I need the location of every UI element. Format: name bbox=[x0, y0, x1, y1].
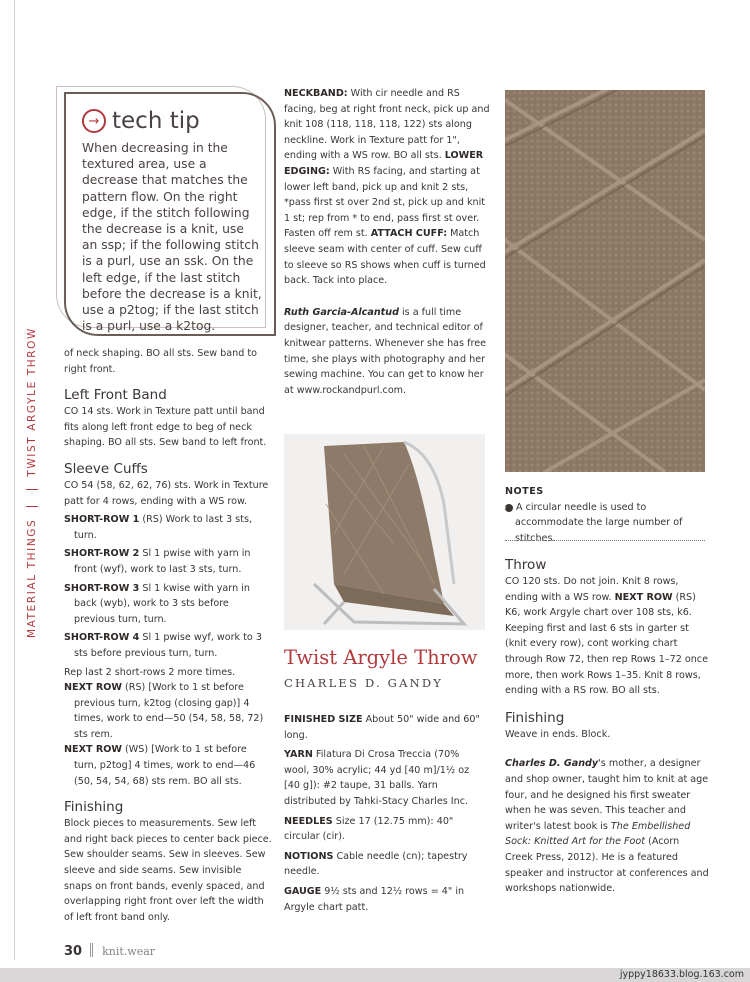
materials-list bbox=[284, 712, 486, 915]
throw-section bbox=[505, 556, 710, 897]
repeat-instruction: Rep last 2 short-rows 2 more times. bbox=[64, 666, 236, 678]
throw-instructions: CO 120 sts. Do not join. Knit 8 rows, ending with a WS row. NEXT ROW (RS) K6, work Argyle chart over 108 sts, k6. Keeping first and last 6 sts in garter st (knit every row), cont working chart through Row 72, then rep Rows 1–72 once more, then work Rows 1–35. Knit 8 rows, ending with a RS row. BO all sts. bbox=[505, 576, 708, 697]
neckband-paragraph: NECKBAND: With cir needle and RS facing, beg at right front neck, pick up and knit 108 (118, 118, 118, 122) sts along neckline. Work in Texture patt for 1", ending with a WS row. BO all sts. LOWER EDGING: With RS facing, and starting at lower left band, pick up and knit 2 sts, *pass first st over 2nd st, pick up and knit 1 st; rep from * to end, pass first st over. Fasten off rem st. ATTACH CUFF: Match sleeve seam with center of cuff. Sew cuff to sleeve so RS shows when cuff is turned back. Tack into place. bbox=[284, 88, 490, 287]
short-row-1: SHORT-ROW 1 (RS) Work to last 3 sts, turn. bbox=[64, 514, 252, 541]
page-footer bbox=[64, 942, 155, 961]
side-divider bbox=[26, 506, 38, 507]
notes-heading: NOTES bbox=[505, 486, 544, 497]
sleeve-cuffs-text: CO 54 (58, 62, 62, 76) sts. Work in Texture patt for 4 rows, ending with a WS row. bbox=[64, 479, 269, 507]
arrow-right-icon: → bbox=[82, 109, 106, 133]
side-running-head bbox=[18, 318, 48, 638]
neck-shaping-continued: of neck shaping. BO all sts. Sew band to right front. bbox=[64, 348, 257, 375]
next-row-ws: NEXT ROW (WS) [Work to 1 st before turn, p2tog] 4 times, work to end—46 (50, 54, 54, 68) sts rem. BO all sts. bbox=[64, 744, 256, 787]
column-middle bbox=[284, 86, 492, 398]
side-section-label: MATERIAL THINGS bbox=[26, 518, 38, 638]
short-row-3: SHORT-ROW 3 Sl 1 kwise with yarn in back (wyb), work to 3 sts before previous turn, turn. bbox=[64, 582, 250, 625]
finishing-text: Block pieces to measurements. Sew left and right back pieces to center back piece. Sew shoulder seams. Sew in sleeves. Sew sleeve and side seams. Sew invisible snaps on front bands, evenly spaced, and overlapping right front over left the width of left front band only. bbox=[64, 818, 272, 923]
finishing-heading: Finishing bbox=[64, 799, 124, 816]
sleeve-cuffs-heading: Sleeve Cuffs bbox=[64, 460, 148, 477]
column-left bbox=[64, 346, 272, 925]
throw-on-chair-photo bbox=[284, 434, 485, 630]
tech-tip-body: When decreasing in the textured area, use a decrease that matches the pattern flow. On the right edge, if the stitch following the decrease is a knit, use an ssp; if the following stitch is a purl, use an ssk. On the left edge, if the last stitch before the decrease is a knit, use a p2tog; if the last stitch is a purl, use a k2tog. bbox=[82, 141, 262, 334]
knit-texture-photo bbox=[505, 90, 705, 472]
tech-tip-header bbox=[82, 108, 200, 134]
pattern-title: Twist Argyle Throw bbox=[284, 646, 478, 669]
argyle-texture-illustration bbox=[505, 90, 705, 472]
watermark-text: jyppy18633.blog.163.com bbox=[619, 969, 744, 980]
short-row-4: SHORT-ROW 4 Sl 1 pwise wyf, work to 3 sts before previous turn, turn. bbox=[64, 632, 262, 659]
bullet-arrow-icon: ▶ bbox=[505, 504, 513, 512]
yarn-info: YARN Filatura Di Crosa Treccia (70% wool, 30% acrylic; 44 yd [40 m]/1½ oz [40 g]): #2 taupe, 31 balls. Yarn distributed by Tahki-Stacy Charles Inc. bbox=[284, 749, 470, 807]
finished-size: FINISHED SIZE About 50" wide and 60" long. bbox=[284, 714, 480, 741]
designer-bio-charles: Charles D. Gandy's mother, a designer and shop owner, taught him to knit at age four, and he designed his first sweater when he was seven. This teacher and writer's latest book is The Embellished Sock: Knitted Art for the Foot (Acorn Creek Press, 2012). He is a featured speaker and instructor at conferences and workshops nationwide. bbox=[505, 758, 709, 895]
tech-tip-title: tech tip bbox=[112, 108, 200, 134]
column-right bbox=[501, 484, 710, 546]
magazine-name: knit.wear bbox=[102, 945, 156, 958]
gauge-info: GAUGE 9½ sts and 12½ rows = 4" in Argyle chart patt. bbox=[284, 885, 465, 913]
left-front-band-text: CO 14 sts. Work in Texture patt until band fits along left front edge to beg of neck shaping. BO all sts. Sew band to left front. bbox=[64, 406, 267, 449]
notes-divider bbox=[505, 540, 705, 541]
pattern-designer: CHARLES D. GANDY bbox=[284, 676, 444, 690]
short-row-2: SHORT-ROW 2 Sl 1 pwise with yarn in front (wyf), work to last 3 sts, turn. bbox=[64, 548, 251, 575]
notions-info: NOTIONS Cable needle (cn); tapestry needle. bbox=[284, 850, 468, 878]
next-row-rs: NEXT ROW (RS) [Work to 1 st before previous turn, k2tog (closing gap)] 4 times, work to end—50 (54, 58, 58, 72) sts rem. bbox=[64, 682, 264, 740]
notes-item: ▶ A circular needle is used to accommodate the large number of stitches. bbox=[501, 501, 683, 544]
throw-finishing-text: Weave in ends. Block. bbox=[505, 728, 611, 740]
chair-illustration bbox=[284, 434, 485, 630]
throw-finishing-heading: Finishing bbox=[505, 709, 565, 726]
footer-divider bbox=[92, 943, 93, 957]
left-margin-rule bbox=[14, 0, 15, 960]
page-number: 30 bbox=[64, 944, 83, 959]
side-divider bbox=[26, 489, 38, 490]
designer-bio-ruth: Ruth Garcia-Alcantud is a full time designer, teacher, and technical editor of knitwear patterns. Whenever she has free time, she plays with photography and her sewing machine. You can get to know her at www.rockandpurl.com. bbox=[284, 306, 487, 396]
needles-info: NEEDLES Size 17 (12.75 mm): 40" circular (cir). bbox=[284, 815, 454, 843]
side-title-label: TWIST ARGYLE THROW bbox=[26, 326, 38, 477]
throw-heading: Throw bbox=[505, 557, 547, 573]
footer-divider bbox=[90, 943, 91, 957]
left-front-band-heading: Left Front Band bbox=[64, 387, 167, 404]
